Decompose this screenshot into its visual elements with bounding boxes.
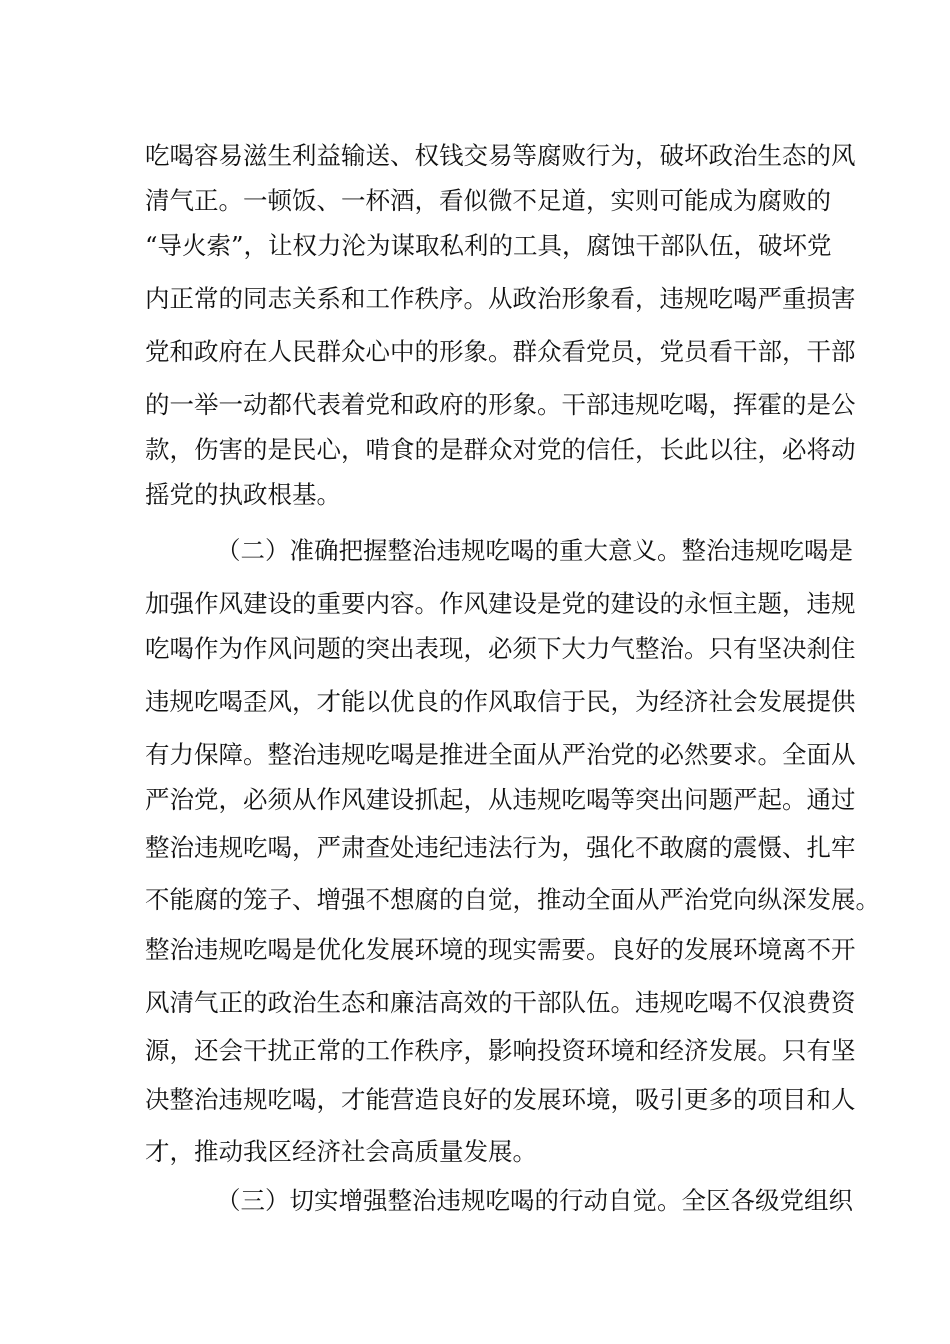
text-line: 整治违规吃喝是优化发展环境的现实需要。良好的发展环境离不开 [145, 935, 856, 964]
text-line: 不能腐的笼子、增强不想腐的自觉，推动全面从严治党向纵深发展。 [145, 885, 880, 914]
text-line: 清气正。一顿饭、一杯酒，看似微不足道，实则可能成为腐败的 [145, 186, 831, 215]
text-line: “导火索”，让权力沦为谋取私利的工具，腐蚀干部队伍，破坏党 [145, 231, 832, 260]
text-line: 加强作风建设的重要内容。作风建设是党的建设的永恒主题，违规 [145, 589, 856, 618]
text-line: 风清气正的政治生态和廉洁高效的干部队伍。违规吃喝不仅浪费资 [145, 988, 856, 1017]
paragraph-heading-2: （二）准确把握整治违规吃喝的重大意义。整治违规吃喝是 [216, 536, 853, 565]
text-line: 款，伤害的是民心，啃食的是群众对党的信任，长此以往，必将动 [145, 435, 856, 464]
text-line: 才，推动我区经济社会高质量发展。 [145, 1137, 537, 1166]
text-line: 决整治违规吃喝，才能营造良好的发展环境，吸引更多的项目和人 [145, 1085, 856, 1114]
text-line: 违规吃喝歪风，才能以优良的作风取信于民，为经济社会发展提供 [145, 687, 856, 716]
text-line: 吃喝作为作风问题的突出表现，必须下大力气整治。只有坚决刹住 [145, 634, 856, 663]
text-line: 的一举一动都代表着党和政府的形象。干部违规吃喝，挥霍的是公 [145, 390, 856, 419]
text-line: 整治违规吃喝，严肃查处违纪违法行为，强化不敢腐的震慑、扎牢 [145, 833, 856, 862]
text-line: 源，还会干扰正常的工作秩序，影响投资环境和经济发展。只有坚 [145, 1036, 856, 1065]
paragraph-heading-3: （三）切实增强整治违规吃喝的行动自觉。全区各级党组织 [216, 1186, 853, 1215]
text-line: 有力保障。整治违规吃喝是推进全面从严治党的必然要求。全面从 [145, 740, 856, 769]
text-line: 党和政府在人民群众心中的形象。群众看党员，党员看干部，干部 [145, 337, 856, 366]
text-line: 吃喝容易滋生利益输送、权钱交易等腐败行为，破坏政治生态的风 [145, 141, 856, 170]
text-line: 内正常的同志关系和工作秩序。从政治形象看，违规吃喝严重损害 [145, 284, 856, 313]
text-line: 严治党，必须从作风建设抓起，从违规吃喝等突出问题严起。通过 [145, 785, 856, 814]
text-line: 摇党的执政根基。 [145, 480, 341, 509]
